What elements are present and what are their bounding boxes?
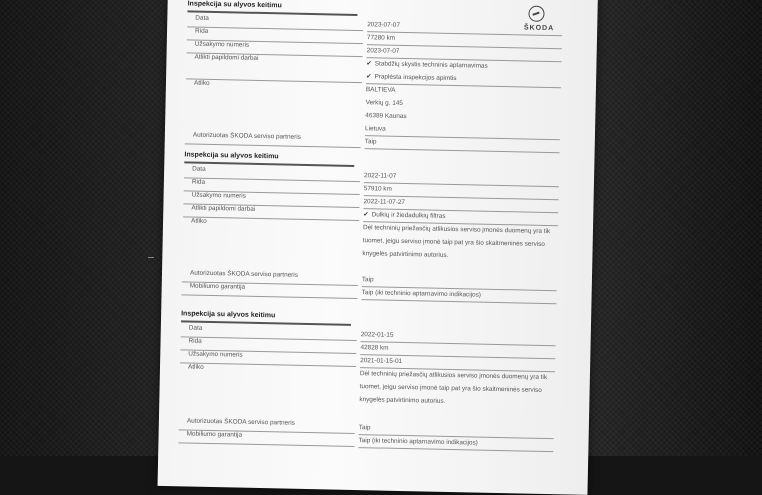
row-label: Atlikti papildomi darbai: [191, 204, 256, 213]
row-value: 2023-07-07: [367, 44, 562, 62]
row-label: Rida: [188, 337, 202, 345]
row-label: Užsakymo numeris: [194, 40, 250, 49]
section-title: Inspekcija su alyvos keitimu: [184, 151, 354, 167]
checkmark-item: ✔ Praplėsta inspekcijos apimtis: [366, 70, 561, 87]
brand-name: ŠKODA: [523, 24, 555, 33]
seat-fabric-right: [572, 0, 762, 456]
row-label: Atlikti papildomi darbai: [194, 53, 259, 62]
row-label: Data: [192, 165, 206, 173]
row-value: Taip (iki techninio aptarnavimo indikacijos): [361, 286, 556, 304]
fabric-mark: [148, 257, 154, 258]
inspection-section-3: [178, 310, 556, 451]
inspection-section-1: [185, 0, 563, 152]
row-label: Atliko: [187, 363, 204, 371]
row-label: Autorizuotas ŠKODA serviso partneris: [192, 131, 301, 141]
row-label: Autorizuotas ŠKODA serviso partneris: [189, 269, 299, 279]
row-value: 2022-11-07: [364, 169, 559, 187]
section-title: Inspekcija su alyvos keitimu: [181, 310, 351, 326]
row-label: Mobiliumo garantija: [186, 430, 243, 439]
row-value: 77280 km: [367, 31, 562, 49]
row-value: 2021-01-15-01: [360, 354, 555, 372]
row-performed-by: [185, 79, 561, 139]
row-label: Užsakymo numeris: [188, 350, 243, 359]
row-value: 42828 km: [360, 341, 555, 359]
row-value: Taip: [359, 421, 554, 439]
row-value: 57910 km: [364, 182, 559, 200]
row-label: Atliko: [191, 217, 207, 225]
row-label: Rida: [191, 178, 206, 186]
row-label: Užsakymo numeris: [191, 191, 247, 200]
row-value: Taip (iki techninio aptarnavimo indikacijos): [358, 434, 553, 452]
service-book-page: [158, 0, 598, 495]
row-label: Rida: [194, 27, 209, 35]
inspection-section-2: [182, 151, 560, 303]
row-value: 2022-11-07-27: [363, 195, 558, 213]
row-value: Dėl techninių priežasčių atlikusios serviso įmonės duomenų yra tik tuomet, jeigu serviso įmonė taip pat yra šio skaitmeninės serviso knygelės patvirtinimo autorius.: [359, 370, 548, 405]
seat-fabric-left: [0, 0, 175, 456]
row-label: Mobiliumo garantija: [189, 282, 246, 291]
section-title: Inspekcija su alyvos keitimu: [187, 0, 357, 16]
checkmark-item: ✔ Stabdžių skystis techninis aptarnavimas: [366, 57, 561, 74]
row-value: Taip: [365, 135, 560, 153]
row-value: Taip: [362, 273, 557, 291]
row-value: Dėl techninių priežasčių atlikusios serviso įmonės duomenų yra tik tuomet, jeigu serviso įmonė taip pat yra šio skaitmeninės serviso knygelės patvirtinimo autorius.: [362, 224, 551, 259]
row-value: 2023-07-07: [367, 18, 562, 36]
row-performed-by: [182, 217, 558, 277]
row-performed-by: [179, 363, 555, 425]
row-value: BALTIEVA Verkių g. 145 46389 Kaunas Lietuva: [365, 83, 561, 140]
row-value: 2022-01-15: [361, 328, 556, 346]
checkmark-item: ✔ Dulkių ir žiedadulkių filtras: [363, 208, 558, 225]
row-label: Data: [188, 324, 203, 332]
row-label: Autorizuotas ŠKODA serviso partneris: [186, 417, 295, 427]
row-label: Atliko: [193, 79, 210, 87]
row-label: Data: [195, 14, 209, 22]
